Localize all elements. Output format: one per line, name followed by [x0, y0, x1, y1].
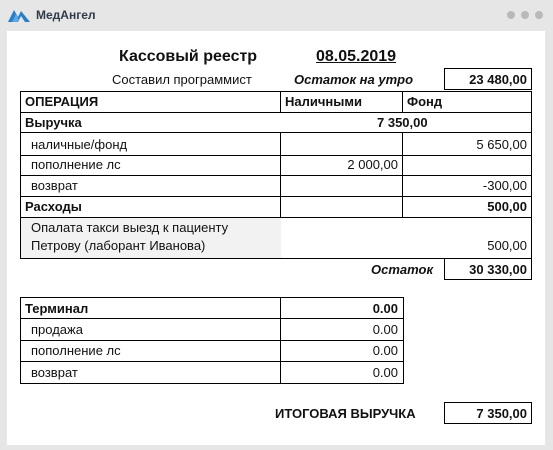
balance-label: Остаток: [371, 262, 434, 277]
terminal-row-label: пополнение лс: [31, 343, 121, 358]
window-dot-icon[interactable]: [521, 11, 529, 19]
revenue-value: 7 350,00: [377, 115, 428, 130]
expenses-value: 500,00: [487, 199, 527, 214]
morning-balance-label: Остаток на утро: [294, 72, 414, 87]
document-title: Кассовый реестр: [119, 48, 258, 65]
column-header-cash: Наличными: [285, 94, 362, 109]
terminal-row-value: 0.00: [372, 322, 398, 337]
terminal-value: 0.00: [372, 301, 398, 316]
revenue-row-label: наличные/фонд: [31, 137, 128, 152]
app-title: МедАнгел: [36, 8, 96, 22]
balance-value: 30 330,00: [469, 262, 527, 277]
revenue-row-cash: 2 000,00: [347, 157, 398, 172]
window-dot-icon[interactable]: [535, 11, 543, 19]
column-header-fund: Фонд: [407, 94, 443, 109]
expenses-label: Расходы: [25, 199, 82, 214]
revenue-row-fund: -300,00: [482, 178, 527, 193]
expense-row-label-line1: Опалата такси выезд к пациенту: [31, 220, 229, 235]
medangel-logo-icon: [8, 8, 30, 22]
revenue-row-label: возврат: [31, 178, 78, 193]
terminal-row-value: 0.00: [372, 343, 398, 358]
compiled-by-label: Составил программист: [112, 72, 252, 87]
total-revenue-label: ИТОГОВАЯ ВЫРУЧКА: [275, 406, 416, 421]
terminal-row-label: возврат: [31, 365, 78, 380]
terminal-row-value: 0.00: [372, 365, 398, 380]
cash-register-document: [7, 31, 545, 445]
window-controls: [507, 11, 543, 19]
terminal-row-label: продажа: [31, 322, 83, 337]
document-date: 08.05.2019: [316, 48, 397, 65]
expense-row-fund: 500,00: [487, 238, 527, 253]
window-dot-icon[interactable]: [507, 11, 515, 19]
expense-row-label-line2: Петрову (лаборант Иванова): [31, 238, 206, 253]
terminal-label: Терминал: [25, 301, 89, 316]
revenue-label: Выручка: [25, 115, 82, 130]
column-header-operation: ОПЕРАЦИЯ: [25, 94, 99, 109]
total-revenue-value: 7 350,00: [476, 406, 527, 421]
revenue-row-label: пополнение лс: [31, 157, 121, 172]
revenue-row-fund: 5 650,00: [476, 137, 527, 152]
title-bar: [0, 0, 553, 30]
morning-balance-value: 23 480,00: [469, 72, 527, 87]
